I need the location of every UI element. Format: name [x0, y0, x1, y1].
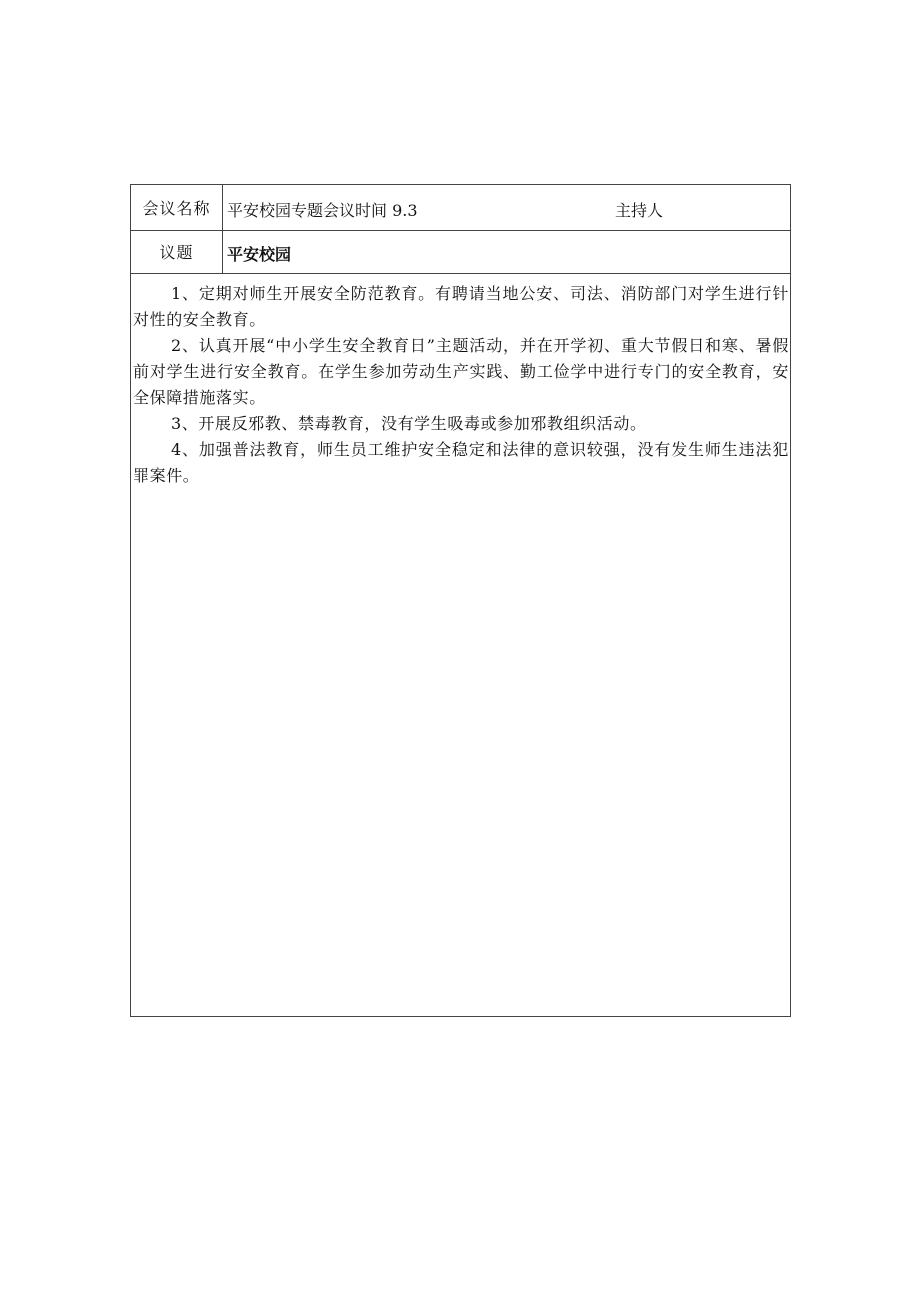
- meeting-name-label: 会议名称: [131, 185, 223, 230]
- content-paragraph: 4、加强普法教育，师生员工维护安全稳定和法律的意识较强，没有发生师生违法犯罪案件。: [133, 440, 789, 485]
- meeting-record-table: [130, 184, 791, 1017]
- topic-cell: [223, 230, 790, 273]
- meeting-info-row: [131, 185, 790, 231]
- topic-row: [131, 230, 790, 274]
- content-paragraph: 2、认真开展“中小学生安全教育日”主题活动，并在开学初、重大节假日和寒、暑假前对学生进行安全教育。在学生参加劳动生产实践、勤工俭学中进行专门的安全教育，安全保障措施落实。: [133, 336, 789, 407]
- meeting-info-cell: [223, 185, 790, 230]
- topic-label: 议题: [131, 230, 223, 273]
- topic-value: 平安校园: [227, 245, 292, 264]
- host-label: 主持人: [615, 201, 664, 220]
- meeting-name-value: 平安校园专题会议时间 9.3: [227, 201, 418, 220]
- content-paragraph: 3、开展反邪教、禁毒教育，没有学生吸毒或参加邪教组织活动。: [171, 414, 647, 433]
- content-paragraph: 1、定期对师生开展安全防范教育。有聘请当地公安、司法、消防部门对学生进行针对性的安全教育。: [133, 284, 789, 329]
- meeting-content: [131, 274, 790, 1016]
